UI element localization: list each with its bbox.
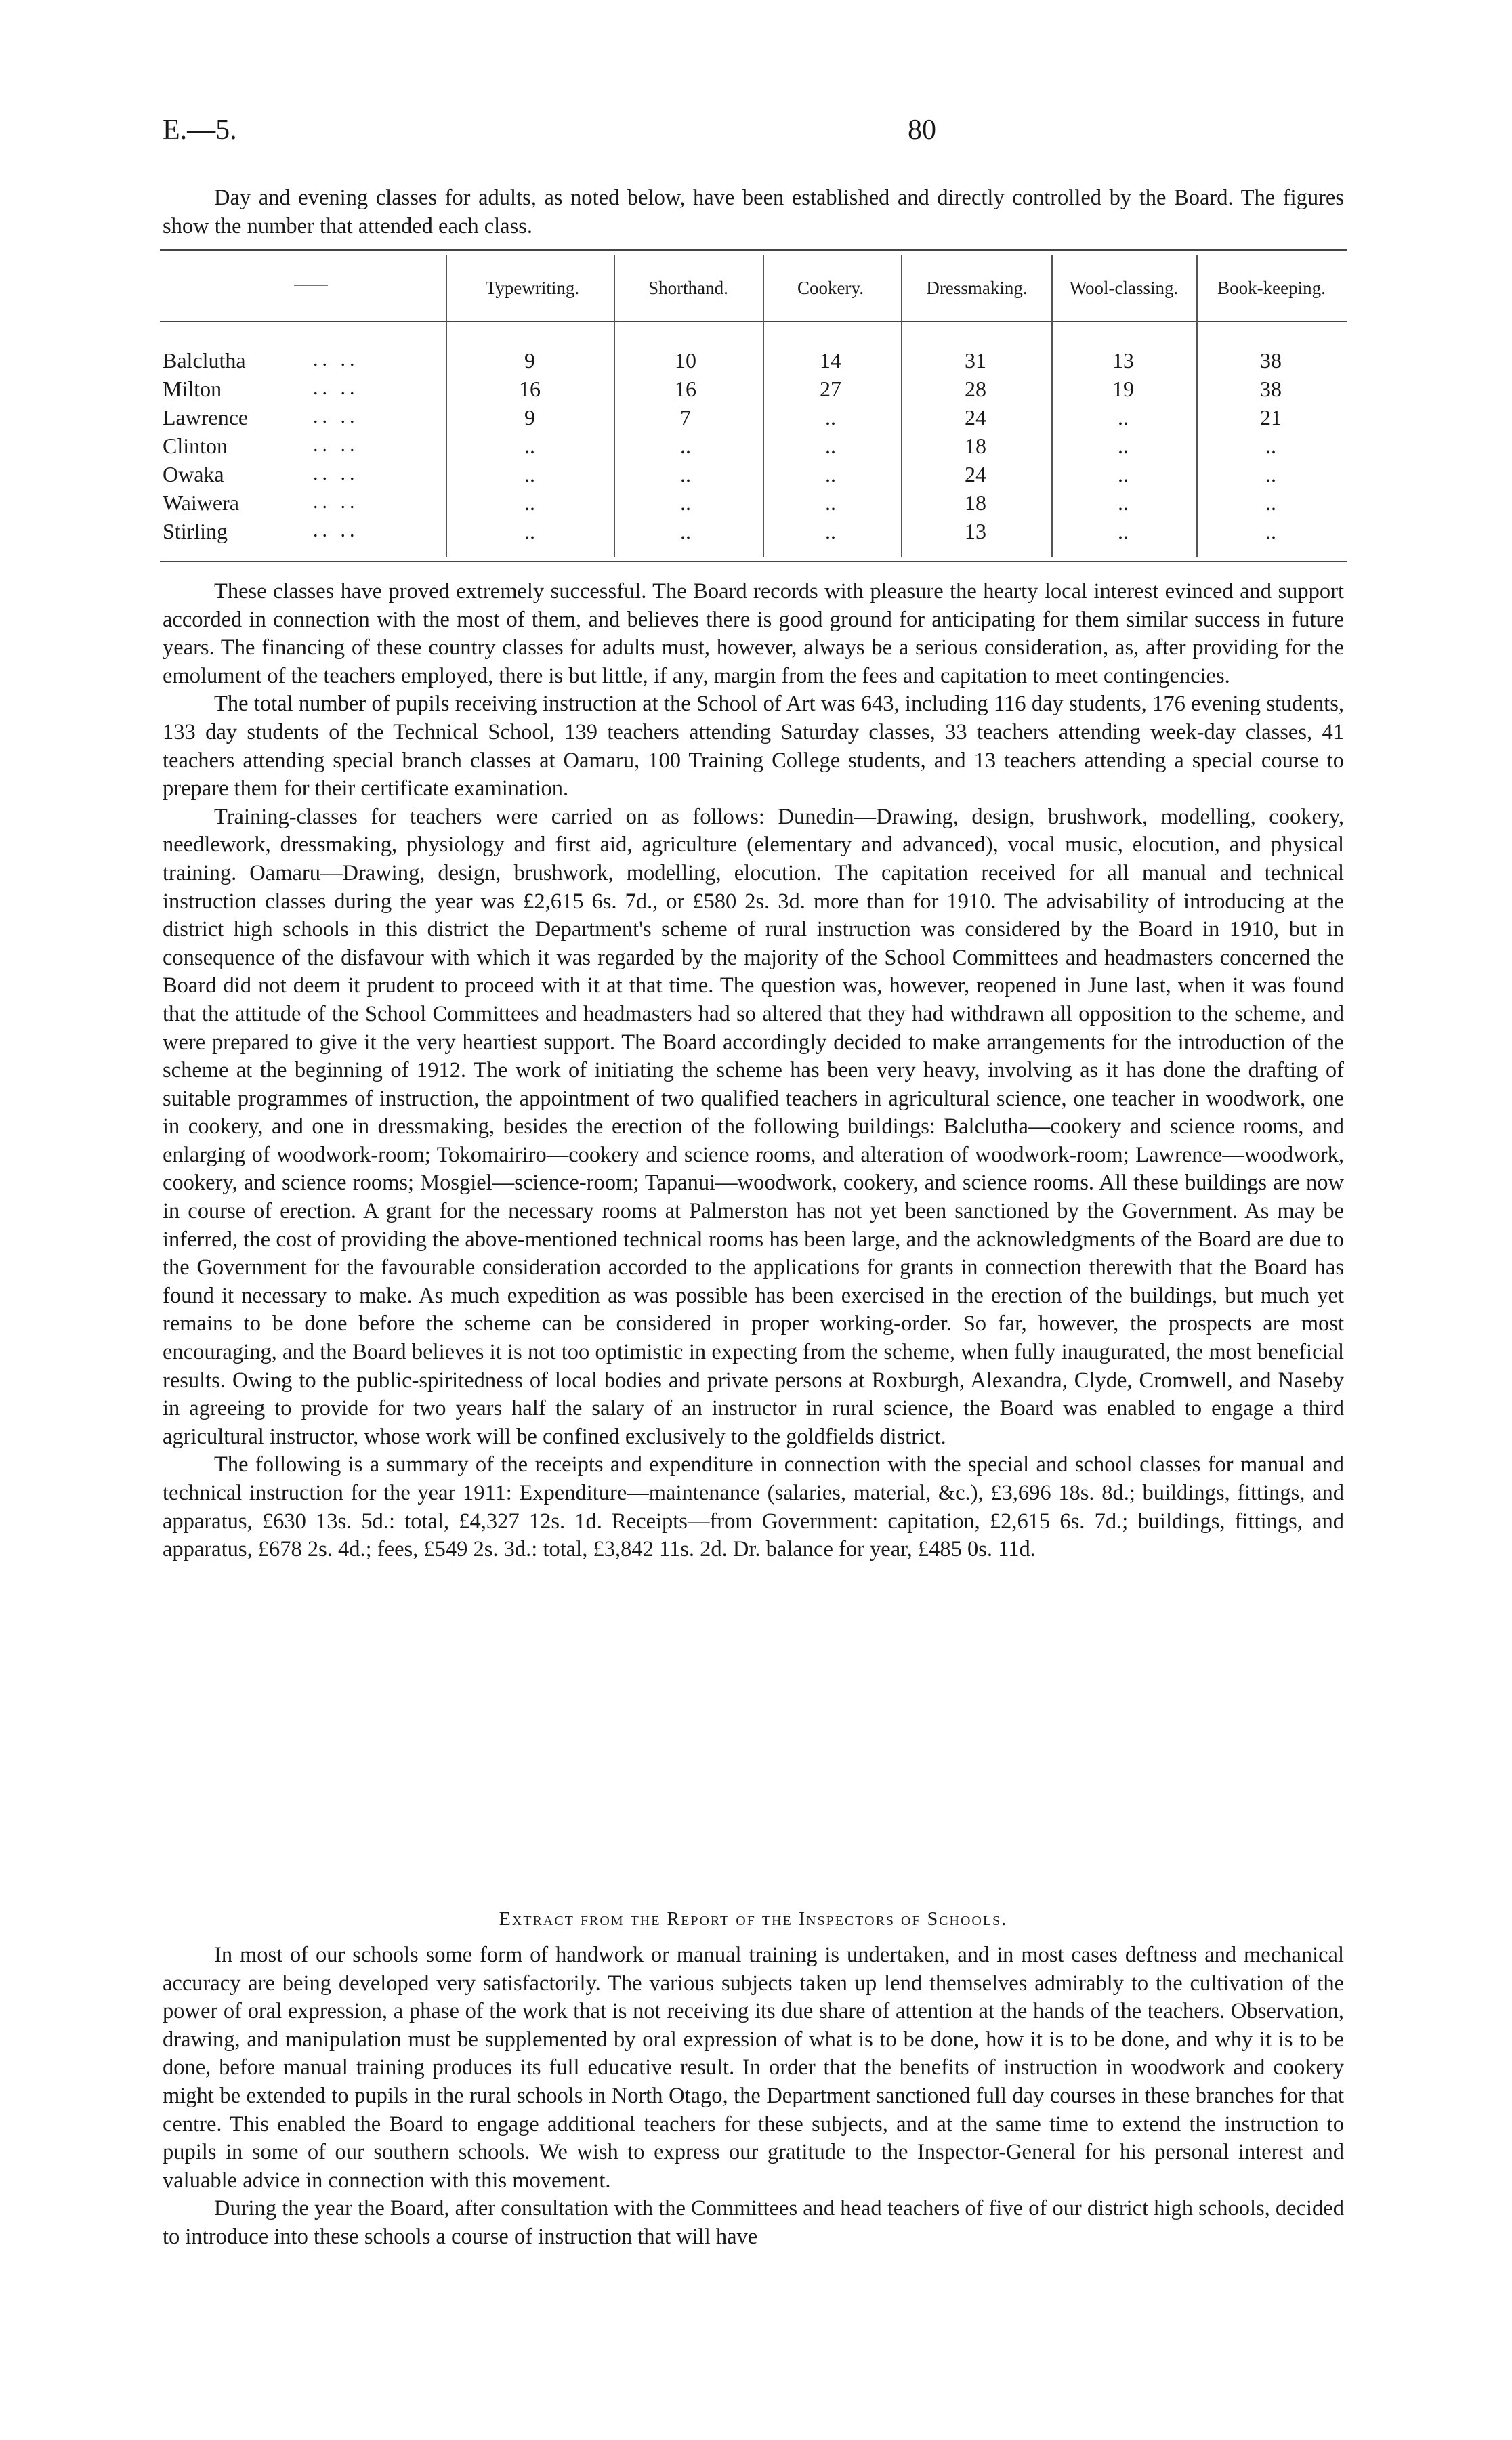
table-cell: .. — [1118, 434, 1129, 458]
table-header-rule — [160, 321, 1347, 322]
row-label-owaka: Owaka — [163, 462, 224, 486]
row-label-waiwera: Waiwera — [163, 490, 239, 515]
table-cell: 18 — [965, 434, 986, 458]
table-cell: .. — [825, 405, 836, 429]
paragraph-summary: The following is a summary of the receipts and expenditure in connection with the special and school classes for manual and technical instruction for the year 1911: Expenditure—maintenance (salaries, material, &c.), £3,696 18s. 8d.; buildings, fittings, and apparatus, £630 13s. 5d.: total, £4,327 12s. 1d. Receipts—from Government: capitation, £2,615 6s. 7d.; buildings, fittings, and apparatus, £678 2s. 4d.; fees, £549 2s. 3d.: total, £3,842 11s. 2d. Dr. balance for year, £485 0s. 11d. — [163, 1452, 1344, 1562]
table-cell: .. — [825, 519, 836, 543]
table-cell: .. — [680, 434, 691, 458]
document-reference: E.—5. — [163, 114, 237, 146]
intro-paragraph-block — [163, 184, 1344, 240]
column-header-book-keeping: Book-keeping. — [1217, 278, 1326, 298]
table-cell: .. — [680, 462, 691, 486]
table-header-dash — [294, 285, 328, 286]
column-divider — [614, 255, 615, 557]
column-header-wool-classing: Wool-classing. — [1069, 278, 1179, 298]
table-cell: 19 — [1112, 377, 1134, 401]
column-header-dressmaking: Dressmaking. — [926, 278, 1028, 298]
table-cell: 10 — [675, 348, 696, 373]
table-cell: 24 — [965, 405, 986, 429]
leader-dots: .. .. — [313, 377, 359, 399]
leader-dots: .. .. — [313, 490, 359, 513]
table-cell: .. — [524, 490, 535, 515]
table-cell: 28 — [965, 377, 986, 401]
table-cell: .. — [825, 490, 836, 515]
table-cell: .. — [1118, 490, 1129, 515]
row-label-lawrence: Lawrence — [163, 405, 249, 429]
leader-dots: .. .. — [313, 348, 359, 371]
column-header-typewriting: Typewriting. — [485, 278, 580, 298]
table-cell: .. — [524, 434, 535, 458]
table-cell: 16 — [519, 377, 541, 401]
extract-paragraph-handwork: In most of our schools some form of handwork or manual training is undertaken, and in most cases deftness and mechanical accuracy are being developed very satisfactorily. The various subjects taken up lend themselves admirably to the cultivation of the power of oral expression, a phase of the work that is not receiving its due share of attention at the hands of the teachers. Observation, drawing, and manipulation must be supplemented by oral expression of what is to be done, how it is to be done, and why it is to be done, before manual training produces its full educative result. In order that the benefits of instruction in woodwork and cookery might be extended to pupils in the rural schools in North Otago, the Department sanctioned full day courses in these branches for that centre. This enabled the Board to engage additional teachers for these subjects, and at the same time to extend the instruction to pupils in some of our southern schools. We wish to express our gratitude to the Inspector-General for his personal interest and valuable advice in connection with this movement. — [163, 1943, 1344, 2193]
table-cell: 14 — [820, 348, 841, 373]
table-cell: 31 — [965, 348, 986, 373]
column-divider — [1051, 255, 1053, 557]
table-cell: .. — [825, 462, 836, 486]
table-cell: .. — [680, 490, 691, 515]
row-label-stirling: Stirling — [163, 519, 228, 543]
row-label-balclutha: Balclutha — [163, 348, 246, 373]
intro-paragraph: Day and evening classes for adults, as noted below, have been established and directly controlled by the Board. The figures show the number that attended each class. — [163, 186, 1344, 238]
table-cell: 9 — [524, 405, 535, 429]
table-cell: 27 — [820, 377, 841, 401]
table-cell: .. — [524, 519, 535, 543]
table-cell: .. — [1265, 434, 1276, 458]
table-bottom-rule — [160, 561, 1347, 562]
leader-dots: .. .. — [313, 434, 359, 456]
table-cell: .. — [1265, 490, 1276, 515]
paragraph-school-of-art: The total number of pupils receiving instruction at the School of Art was 643, including 116 day students, 176 evening students, 133 day students of the Technical School, 139 teachers attending Saturday classes, 33 teachers attending week-day classes, 41 teachers attending special branch classes at Oamaru, 100 Training College students, and 13 teachers attending a special course to prepare them for their certificate examination. — [163, 692, 1344, 801]
table-cell: 16 — [675, 377, 696, 401]
row-label-milton: Milton — [163, 377, 222, 401]
extract-text — [163, 1941, 1344, 2252]
table-cell: 9 — [524, 348, 535, 373]
page-number: 80 — [908, 114, 936, 146]
table-cell: 18 — [965, 490, 986, 515]
column-divider — [1196, 255, 1198, 557]
table-cell: .. — [680, 519, 691, 543]
column-divider — [446, 255, 447, 557]
extract-paragraph-district-high-schools: During the year the Board, after consultation with the Committees and head teachers of five of our district high schools, decided to introduce into these schools a course of instruction that will have — [163, 2196, 1344, 2249]
leader-dots: .. .. — [313, 519, 359, 541]
table-cell: .. — [825, 434, 836, 458]
table-cell: 38 — [1260, 348, 1282, 373]
row-label-clinton: Clinton — [163, 434, 228, 458]
table-cell: .. — [1118, 519, 1129, 543]
table-cell: 38 — [1260, 377, 1282, 401]
paragraph-training-classes: Training-classes for teachers were carried on as follows: Dunedin—Drawing, design, brushwork, modelling, cookery, needlework, dressmaking, physiology and first aid, agriculture (elementary and advanced), vocal music, elocution, and physical training. Oamaru—Drawing, design, brushwork, modelling, elocution. The capitation received for all manual and technical instruction classes during the year was £2,615 6s. 7d., or £580 2s. 3d. more than for 1910. The advisability of introducing at the district high schools in this district the Department's scheme of rural instruction was considered by the Board in 1910, but in consequence of the disfavour with which it was regarded by the majority of the School Committees and headmasters concerned the Board did not deem it prudent to proceed with it at that time. The question was, however, reopened in June last, when it was found that the attitude of the School Committees and headmasters had so altered that they had withdrawn all opposition to the scheme, and were prepared to give it the very heartiest support. The Board accordingly decided to make arrangements for the introduction of the scheme at the beginning of 1912. The work of initiating the scheme has been very heavy, involving as it has done the drafting of suitable programmes of instruction, the appointment of two qualified teachers in agricultural science, one teacher in woodwork, one in cookery, and one in dressmaking, besides the erection of the following buildings: Balclutha—cookery and science rooms, and enlarging of woodwork-room; Tokomairiro—cookery and science rooms, and alteration of woodwork-room; Lawrence—woodwork, cookery, and science rooms; Mosgiel—science-room; Tapanui—woodwork, cookery, and science rooms. All these buildings are now in course of erection. A grant for the necessary rooms at Palmerston has not yet been sanctioned by the Government. As may be inferred, the cost of providing the above-mentioned technical rooms has been large, and the acknowledgments of the Board are due to the Government for the favourable consideration accorded to the applications for grants in connection therewith that the Board has found it necessary to make. As much expedition as was possible has been exercised in the erection of the buildings, but much yet remains to be done before the scheme can be considered in proper working-order. So far, however, the prospects are most encouraging, and the Board believes it is not too optimistic in expecting from the scheme, when fully inaugurated, the most beneficial results. Owing to the public-spiritedness of local bodies and private persons at Roxburgh, Alexandra, Clyde, Cromwell, and Naseby in agreeing to provide for two years half the salary of an instructor in rural science, the Board was enabled to engage a third agricultural instructor, whose work will be confined exclusively to the goldfields district. — [163, 804, 1344, 1449]
table-cell: .. — [1118, 462, 1129, 486]
table-cell: 7 — [680, 405, 691, 429]
page-header — [163, 114, 1344, 154]
table-cell: 21 — [1260, 405, 1282, 429]
table-cell: 13 — [1112, 348, 1134, 373]
table-cell: .. — [1118, 405, 1129, 429]
column-header-shorthand: Shorthand. — [648, 278, 728, 298]
table-cell: .. — [1265, 462, 1276, 486]
adult-classes-table — [160, 249, 1347, 568]
leader-dots: .. .. — [313, 405, 359, 427]
table-top-rule — [160, 249, 1347, 251]
body-text — [163, 578, 1344, 1564]
column-header-cookery: Cookery. — [797, 278, 864, 298]
table-cell: 13 — [965, 519, 986, 543]
table-cell: .. — [524, 462, 535, 486]
column-divider — [901, 255, 902, 557]
leader-dots: .. .. — [313, 462, 359, 484]
table-cell: 24 — [965, 462, 986, 486]
table-cell: .. — [1265, 519, 1276, 543]
paragraph-success: These classes have proved extremely successful. The Board records with pleasure the hearty local interest evinced and support accorded in connection with the most of them, and believes there is good ground for anticipating for them similar success in future years. The financing of these country classes for adults must, however, always be a serious consideration, as, after providing for the emolument of the teachers employed, there is but little, if any, margin from the fees and capitation to meet contingencies. — [163, 579, 1344, 688]
section-heading: Extract from the Report of the Inspectors of Schools. — [499, 1909, 1008, 1930]
